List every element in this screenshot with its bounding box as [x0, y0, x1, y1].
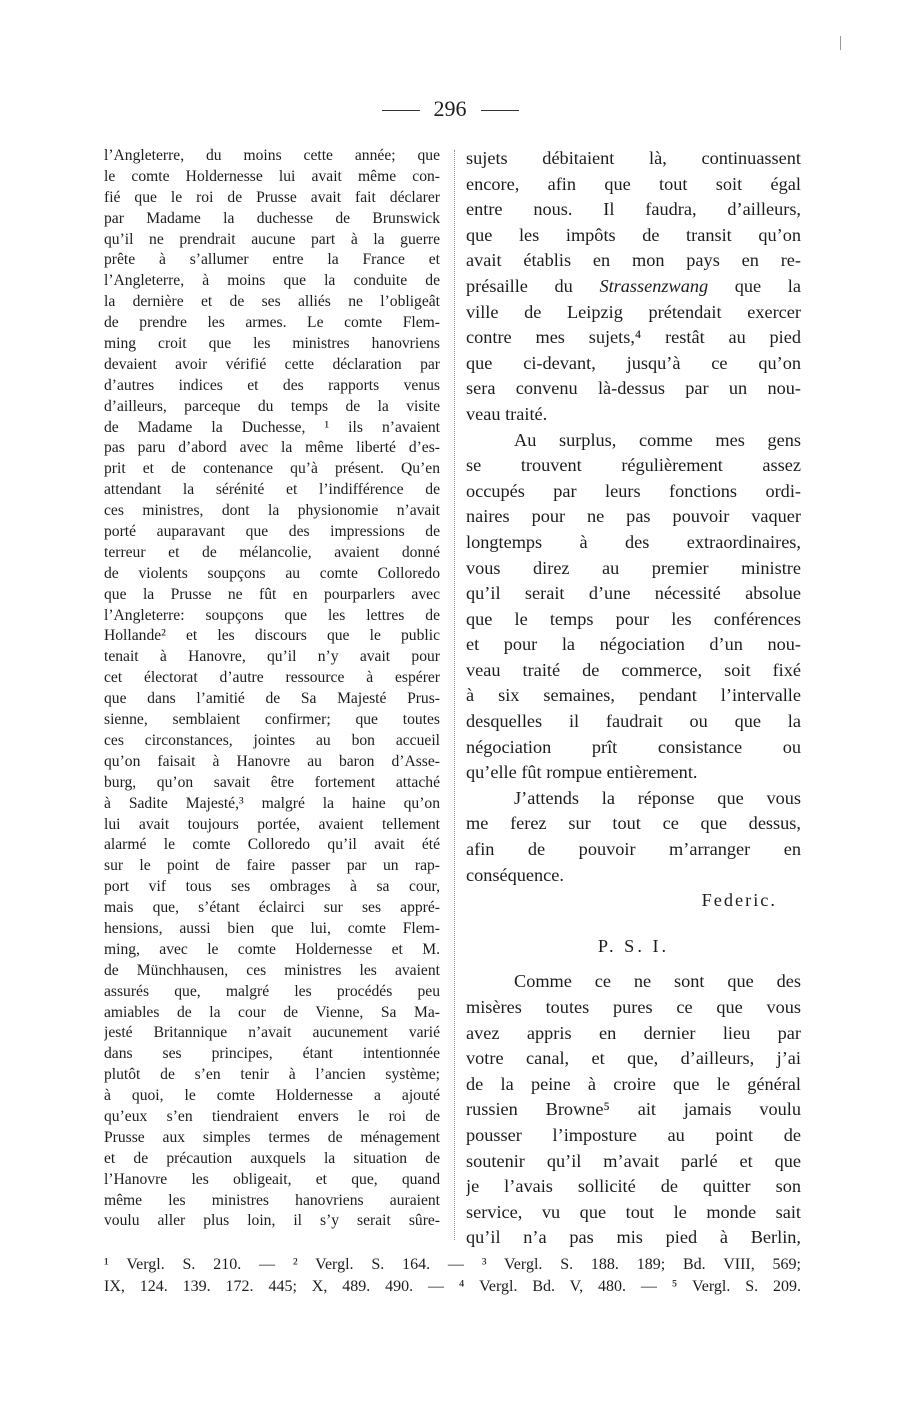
left-column-line: alarmé le comte Colloredo qu’il avait été — [104, 836, 440, 854]
left-column-line: même les ministres hanovriens auraient — [104, 1191, 440, 1209]
left-column-line: et de précaution auxquels la situation de — [104, 1149, 440, 1167]
left-column-line: l’Hanovre les obligeait, et que, quand — [104, 1170, 440, 1188]
right-column-line: que les impôts de transit qu’on — [466, 224, 801, 245]
right-column-line: avez appris en dernier lieu par — [466, 1022, 801, 1043]
right-column-line: pousser l’imposture au point de — [466, 1124, 801, 1145]
left-column-line: de Madame la Duchesse, ¹ ils n’avaient — [104, 418, 440, 436]
left-column-line: ming, avec le comte Holdernesse et M. — [104, 940, 440, 958]
left-column-line: dans ses principes, étant intentionnée — [104, 1045, 440, 1063]
right-column-line: que le temps pour les conférences — [466, 608, 801, 629]
left-column-line: tenait à Hanovre, qu’il n’y avait pour — [104, 648, 440, 666]
header-rule-left — [382, 110, 420, 111]
right-column-line: je l’avais sollicité de quitter son — [466, 1176, 801, 1197]
right-column-line: sera convenu là-dessus par un nou- — [466, 378, 801, 399]
right-column-line: afin de pouvoir m’arranger en — [466, 839, 801, 860]
left-column-line: qu’on faisait à Hanovre au baron d’Asse- — [104, 752, 440, 770]
left-column-line: l’Angleterre, à moins que la conduite de — [104, 272, 440, 290]
left-column-line: prête à s’allumer entre la France et — [104, 251, 440, 269]
footnotes — [104, 1254, 801, 1298]
left-column-line: à Sadite Majesté,³ malgré la haine qu’on — [104, 794, 440, 812]
left-column-line: attendant la sérénité et l’indifférence de — [104, 481, 440, 499]
right-column-line: de la peine à croire que le général — [466, 1073, 801, 1094]
postscript-heading: P. S. I. — [597, 935, 670, 956]
left-column-line: porté auparavant que des impressions de — [104, 523, 440, 541]
right-column-line: longtemps à des extraordinaires, — [466, 531, 801, 552]
left-column-line: que dans l’amitié de Sa Majesté Prus- — [104, 690, 440, 708]
right-column-line: encore, afin que tout soit égal — [466, 173, 801, 194]
left-column-line: hensions, aussi bien que lui, comte Flem- — [104, 919, 440, 937]
left-column-line: ces circonstances, jointes au bon accueil — [104, 731, 440, 749]
right-column-line: ville de Leipzig prétendait exercer — [466, 301, 801, 322]
right-column-line: et pour la négociation d’un nou- — [466, 634, 801, 655]
left-column-line: port vif tous ses ombrages à sa cour, — [104, 878, 440, 896]
signature: Federic. — [701, 890, 777, 911]
left-column-line: mais que, s’étant éclairci sur ses appré- — [104, 899, 440, 917]
left-column-line: le comte Holdernesse lui avait même con- — [104, 167, 440, 185]
right-column-line: présaille du Strassenzwang que la — [466, 275, 801, 296]
right-column-line: qu’elle fût rompue entièrement. — [466, 762, 698, 783]
left-column-line: d’autres indices et des rapports venus — [104, 376, 440, 394]
left-column-line: lui avait toujours portée, avaient tellement — [104, 815, 440, 833]
left-column-line: ming croit que les ministres hanovriens — [104, 335, 440, 353]
right-column-line: entre nous. Il faudra, d’ailleurs, — [466, 199, 801, 220]
left-column-line: Prusse aux simples termes de ménagement — [104, 1128, 440, 1146]
left-column-line: fié que le roi de Prusse avait fait déclarer — [104, 188, 440, 206]
footnote-line: ¹ Vergl. S. 210. — ² Vergl. S. 164. — ³ Vergl. S. 188. 189; Bd. VIII, 569; — [104, 1256, 801, 1273]
left-column-line: Hollande² et les discours que le public — [104, 627, 440, 645]
left-column-line: de Münchhausen, ces ministres les avaient — [104, 961, 440, 979]
left-column — [104, 146, 440, 1232]
right-column — [466, 146, 801, 1251]
left-column-line: qu’il ne prendrait aucune part à la guerre — [104, 230, 440, 248]
left-column-line: pas paru d’abord avec la même liberté d’es- — [104, 439, 440, 457]
right-column-line: avait établis en mon pays en re- — [466, 250, 801, 271]
left-column-line: sur le point de faire passer par un rap- — [104, 857, 440, 875]
right-column-line: Au surplus, comme mes gens — [514, 429, 801, 450]
right-column-line: Comme ce ne sont que des — [514, 971, 801, 992]
right-column-line: soutenir qu’il m’avait parlé et que — [466, 1150, 801, 1171]
left-column-line: sienne, semblaient confirmer; que toutes — [104, 711, 440, 729]
right-column-line: occupés par leurs fonctions ordi- — [466, 480, 801, 501]
right-column-line: votre canal, et que, d’ailleurs, j’ai — [466, 1048, 801, 1069]
right-column-line: à six semaines, pendant l’intervalle — [466, 685, 801, 706]
right-column-line: misères toutes pures ce que vous — [466, 997, 801, 1017]
left-column-line: jesté Britannique n’avait aucunement varié — [104, 1024, 440, 1042]
left-column-line: qu’eux s’en tiendraient envers le roi de — [104, 1107, 440, 1125]
left-column-line: plutôt de s’en tenir à l’ancien système; — [104, 1066, 440, 1084]
right-column-line: que ci-devant, jusqu’à ce qu’on — [466, 352, 801, 373]
column-divider — [454, 150, 455, 1240]
header-rule-right — [481, 110, 519, 111]
right-column-line: sujets débitaient là, continuassent — [466, 148, 801, 168]
left-column-line: cet électorat d’autre ressource à espérer — [104, 669, 440, 687]
left-column-line: prit et de contenance qu’à présent. Qu’en — [104, 460, 440, 478]
right-column-line: vous direz au premier ministre — [466, 557, 801, 578]
scan-margin-mark — [840, 36, 841, 50]
italic-term: Strassenzwang — [599, 275, 709, 296]
left-column-line: voulu aller plus loin, il s’y serait sûre- — [104, 1212, 440, 1230]
left-column-line: la dernière et de ses alliés ne l’obligeât — [104, 293, 440, 311]
page-header — [0, 94, 900, 124]
right-column-line: veau traité de commerce, soit fixé — [466, 659, 801, 680]
right-column-line: contre mes sujets,⁴ restât au pied — [466, 327, 801, 348]
footnote-line: IX, 124. 139. 172. 445; X, 489. 490. — ⁴ Vergl. Bd. V, 480. — ⁵ Vergl. S. 209. — [104, 1278, 801, 1295]
right-column-line: me ferez sur tout ce que dessus, — [466, 813, 801, 834]
left-column-line: amiables de la cour de Vienne, Sa Ma- — [104, 1003, 440, 1021]
left-column-line: à quoi, le comte Holdernesse a ajouté — [104, 1087, 440, 1105]
right-column-line: desquelles il faudrait ou que la — [466, 711, 801, 732]
left-column-line: par Madame la duchesse de Brunswick — [104, 209, 440, 227]
left-column-line: de violents soupçons au comte Colloredo — [104, 564, 440, 582]
left-column-line: d’ailleurs, parceque du temps de la visite — [104, 397, 440, 415]
paragraph-gap — [466, 959, 801, 969]
right-column-line: naires pour ne pas pouvoir vaquer — [466, 506, 801, 527]
right-column-line: négociation prît consistance ou — [466, 736, 801, 757]
right-column-line: J’attends la réponse que vous — [514, 787, 801, 808]
right-column-line: qu’il n’a pas mis pied à Berlin, — [466, 1227, 801, 1248]
left-column-line: que la Prusse ne fût en pourparlers avec — [104, 585, 440, 603]
left-column-line: devaient avoir vérifié cette déclaration par — [104, 355, 440, 373]
left-column-line: ces ministres, dont la physionomie n’avait — [104, 502, 440, 520]
left-column-line: l’Angleterre: soupçons que les lettres de — [104, 606, 440, 624]
right-column-line: qu’il serait d’une nécessité absolue — [466, 583, 801, 604]
left-column-line: l’Angleterre, du moins cette année; que — [104, 147, 440, 164]
right-column-line: se trouvent régulièrement assez — [466, 455, 801, 476]
left-column-line: burg, qu’on savait être fortement attaché — [104, 773, 440, 791]
left-column-line: assurés que, malgré les procédés peu — [104, 982, 440, 1000]
paragraph-gap — [466, 914, 801, 934]
right-column-line: veau traité. — [466, 403, 548, 424]
right-column-line: service, vu que tout le monde sait — [466, 1201, 801, 1222]
page-number: 296 — [433, 96, 467, 121]
left-column-line: de prendre les armes. Le comte Flem- — [104, 314, 440, 332]
right-column-line: conséquence. — [466, 864, 564, 885]
left-column-line: terreur et de mélancolie, avaient donné — [104, 543, 440, 561]
right-column-line: russien Browne⁵ ait jamais voulu — [466, 1099, 801, 1120]
